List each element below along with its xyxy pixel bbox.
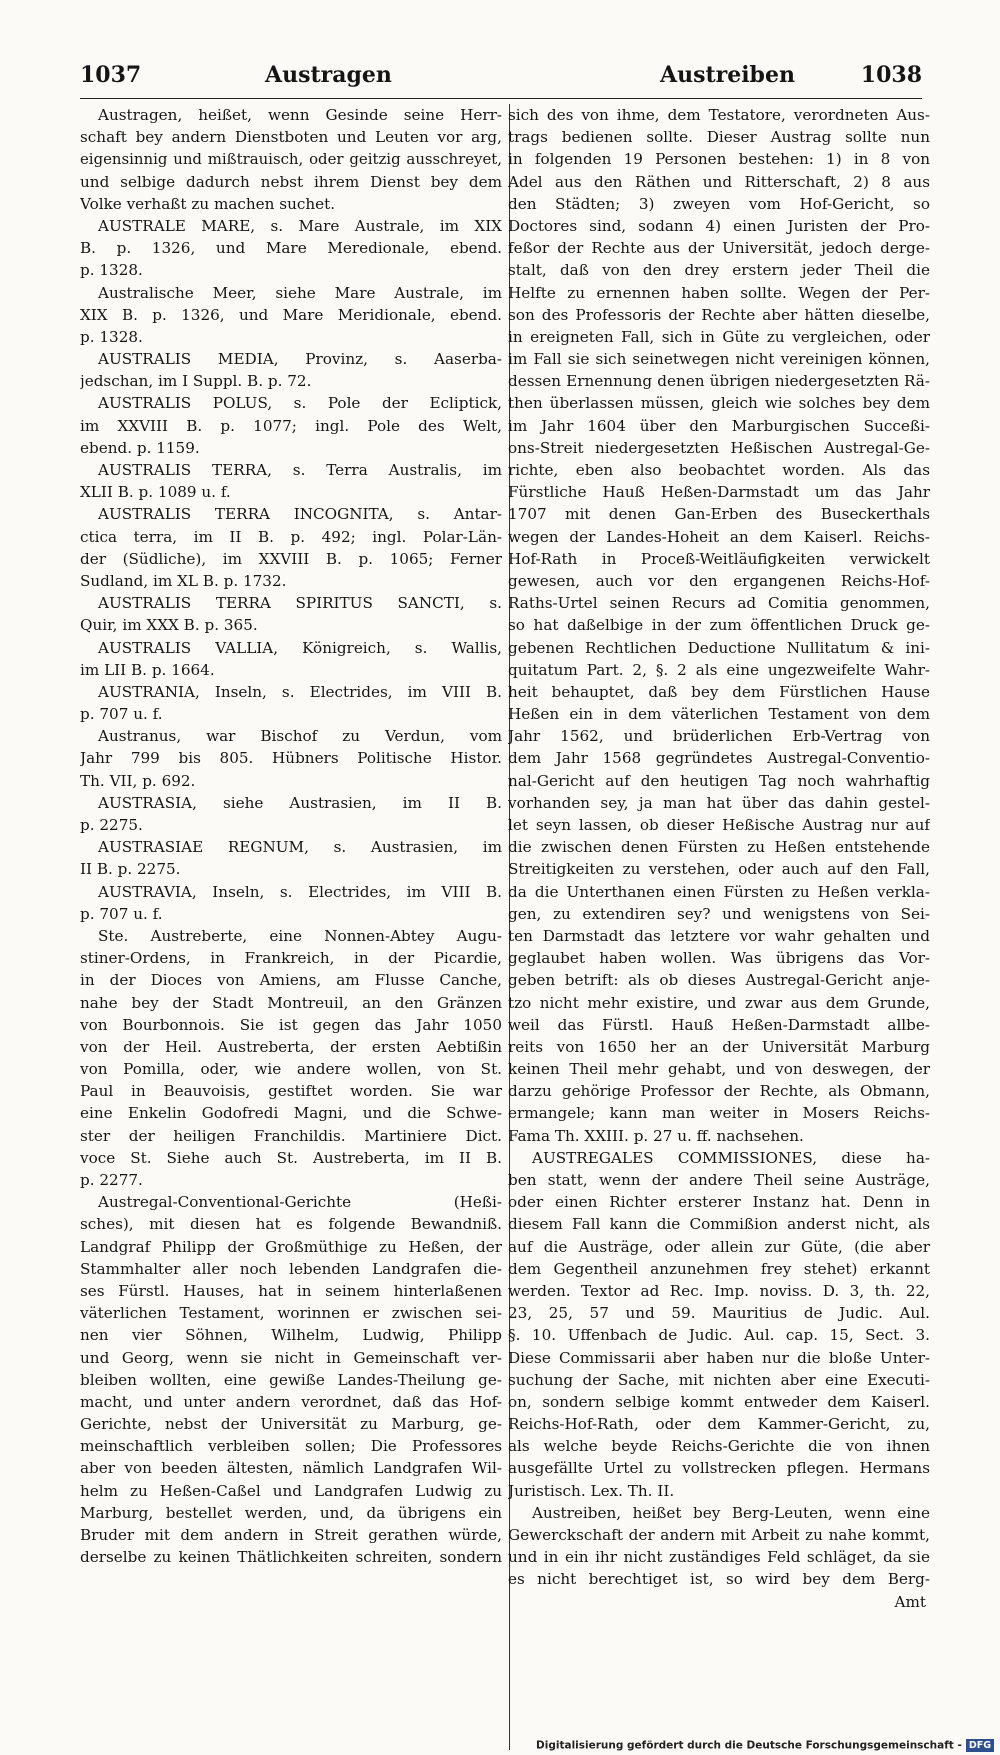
text-line: gebenen Rechtlichen Deductione Nullitatum & ini- bbox=[508, 638, 930, 657]
footer-text: Digitalisierung gefördert durch die Deutsche Forschungsgemeinschaft - bbox=[536, 1739, 962, 1752]
text-line: Volke verhaßt zu machen suchet. bbox=[80, 194, 336, 213]
text-line: let seyn lassen, ob dieser Heßische Austrag nur auf bbox=[508, 816, 930, 834]
text-line: p. 2277. bbox=[80, 1171, 143, 1189]
text-line: derselbe zu keinen Thätlichkeiten schreiten, sondern bbox=[80, 1548, 502, 1567]
text-line: die zwischen denen Fürsten zu Heßen entstehende bbox=[508, 838, 930, 857]
footer-credit bbox=[0, 1739, 1000, 1755]
text-line: väterlichen Testament, worinnen er zwischen sei- bbox=[80, 1304, 502, 1323]
text-line: im Fall sie sich seinetwegen nicht vereinigen können, bbox=[508, 350, 930, 369]
right-page-number: 1038 bbox=[860, 62, 922, 88]
text-line: AUSTRALIS TERRA INCOGNITA, s. Antar- bbox=[98, 505, 502, 524]
text-line: AUSTRALIS VALLIA, Königreich, s. Wallis, bbox=[98, 638, 502, 657]
text-line: trags bedienen sollte. Dieser Austrag sollte nun bbox=[508, 128, 930, 147]
text-line: in ereigneten Fall, sich in Güte zu vergleichen, oder bbox=[508, 327, 930, 346]
text-line: Fama Th. XXIII. p. 27 u. ff. nachsehen. bbox=[508, 1126, 804, 1145]
text-line: ebend. p. 1159. bbox=[80, 438, 200, 457]
text-line: dessen Ernennung denen übrigen niedergesetzten Rä- bbox=[508, 372, 930, 391]
text-line: Bruder mit dem andern in Streit gerathen würde, bbox=[80, 1526, 502, 1544]
text-line: Reichs-Hof-Rath, oder dem Kammer-Gericht, zu, bbox=[508, 1415, 930, 1434]
text-line: keinen Theil mehr gehabt, und von deswegen, der bbox=[508, 1060, 930, 1079]
text-line: so hat daßelbige in der zum öffentlichen Druck ge- bbox=[508, 616, 930, 635]
text-line: geben betrift: als ob dieses Austregal-Gericht anje- bbox=[508, 971, 930, 990]
text-line: nal-Gericht auf den heutigen Tag noch wahrhaftig bbox=[508, 771, 930, 790]
text-line: den Städten; 3) zweyen vom Hof-Gericht, so bbox=[508, 194, 930, 213]
text-line: p. 1328. bbox=[80, 261, 143, 280]
text-line: dem Jahr 1568 gegründetes Austregal-Conventio- bbox=[508, 749, 930, 768]
text-line: AUSTRASIAE REGNUM, s. Austrasien, im bbox=[98, 838, 502, 857]
text-line: darzu gehörige Professor der Rechte, als Obmann, bbox=[508, 1082, 930, 1101]
text-line: reits von 1650 her an der Universität Marburg bbox=[508, 1037, 930, 1056]
text-line: da die Unterthanen einen Fürsten zu Heßen verkla- bbox=[508, 882, 930, 901]
text-line: quitatum Part. 2, §. 2 als eine ungezweifelte Wahr- bbox=[508, 660, 930, 679]
text-line: im XXVIII B. p. 1077; ingl. Pole des Welt, bbox=[80, 416, 502, 435]
text-line: AUSTRALE MARE, s. Mare Australe, im XIX bbox=[98, 216, 502, 235]
text-line: von Bourbonnois. Sie ist gegen das Jahr 1050 bbox=[80, 1015, 502, 1034]
text-line: AUSTRALIS TERRA SPIRITUS SANCTI, s. bbox=[98, 594, 502, 613]
text-line: AUSTRANIA, Inseln, s. Electrides, im VIII B. bbox=[98, 682, 502, 701]
text-line: Austragen, heißet, wenn Gesinde seine Herr- bbox=[98, 106, 502, 124]
text-line: Austregal-Conventional-Gerichte (Heßi- bbox=[98, 1193, 502, 1212]
text-line: AUSTREGALES COMMISSIONES, diese ha- bbox=[532, 1148, 930, 1167]
text-line: nahe bey der Stadt Montreuil, an den Gränzen bbox=[80, 993, 502, 1012]
text-line: bleiben wollten, eine gewiße Landes-Theilung ge- bbox=[80, 1370, 502, 1389]
text-line: und in ein ihr nicht zuständiges Feld schläget, da sie bbox=[508, 1548, 930, 1567]
text-line: Paul in Beauvoisis, gestiftet worden. Sie war bbox=[80, 1082, 502, 1101]
text-line: Fürstliche Hauß Heßen-Darmstadt um das Jahr bbox=[508, 483, 930, 502]
text-line: §. 10. Uffenbach de Judic. Aul. cap. 15, Sect. 3. bbox=[508, 1326, 930, 1345]
text-line: und Georg, wenn sie nicht in Gemeinschaft ver- bbox=[80, 1348, 502, 1367]
text-line: sich des von ihme, dem Testatore, verordneten Aus- bbox=[508, 106, 930, 124]
right-catchword: Austreiben bbox=[660, 62, 795, 88]
text-line: on, sondern selbige kommt entweder dem Kaiserl. bbox=[508, 1392, 930, 1411]
text-line: in folgenden 19 Personen bestehen: 1) in 8 von bbox=[508, 150, 930, 169]
text-line: vorhanden sey, ja man hat über das dahin gestel- bbox=[508, 793, 930, 812]
text-line: Streitigkeiten zu verstehen, oder auch auf den Fall, bbox=[508, 860, 930, 879]
text-line: von Pomilla, oder, wie andere wollen, von St. bbox=[80, 1060, 502, 1079]
text-line: suchung der Sache, mit nichten aber eine Executi- bbox=[508, 1370, 930, 1389]
text-line: Adel aus den Räthen und Ritterschaft, 2) 8 aus bbox=[508, 172, 930, 191]
text-line: Austreiben, heißet bey Berg-Leuten, wenn eine bbox=[532, 1503, 930, 1522]
text-line: XLII B. p. 1089 u. f. bbox=[80, 483, 231, 502]
text-line: son des Professoris der Rechte aber hätten dieselbe, bbox=[508, 305, 930, 324]
text-line: stalt, daß von den drey erstern jeder Theil die bbox=[508, 261, 930, 280]
text-line: werden. Textor ad Rec. Imp. noviss. D. 3, th. 22, bbox=[508, 1281, 930, 1300]
text-line: Australische Meer, siehe Mare Australe, im bbox=[98, 283, 502, 302]
text-line: aber von beeden ältesten, nämlich Landgrafen Wil- bbox=[80, 1459, 502, 1478]
text-line: B. p. 1326, und Mare Meredionale, ebend. bbox=[80, 239, 502, 258]
text-line: AUSTRALIS POLUS, s. Pole der Ecliptick, bbox=[98, 394, 502, 413]
text-line: Helfte zu ernennen haben sollte. Wegen der Per- bbox=[508, 283, 930, 302]
text-line: Quir, im XXX B. p. 365. bbox=[80, 616, 258, 635]
text-line: auf die Austräge, oder allein zur Güte, (die aber bbox=[508, 1237, 930, 1256]
text-line: als welche beyde Reichs-Gerichte die von ihnen bbox=[508, 1437, 930, 1456]
dfg-logo: DFG bbox=[966, 1739, 994, 1752]
header-rule bbox=[80, 98, 922, 99]
text-line: oder einen Richter ersterer Instanz hat. Denn in bbox=[508, 1193, 930, 1212]
text-line: meinschaftlich verbleiben sollen; Die Professores bbox=[80, 1437, 502, 1456]
text-line: geglaubet haben wollen. Was übrigens das Vor- bbox=[508, 949, 930, 968]
text-line: Jahr 1562, und brüderlichen Erb-Vertrag von bbox=[508, 727, 930, 746]
text-line: ons-Streit niedergesetzten Heßischen Austregal-Ge- bbox=[508, 438, 930, 457]
text-line: p. 2275. bbox=[80, 816, 143, 834]
text-line: Diese Commissarii aber haben nur die bloße Unter- bbox=[508, 1348, 930, 1367]
text-line: p. 1328. bbox=[80, 327, 143, 346]
text-line: dem Gegentheil anzunehmen frey stehet) erkannt bbox=[508, 1259, 930, 1278]
text-line: 1707 mit denen Gan-Erben des Buseckerthals bbox=[508, 505, 930, 524]
text-line: ermangele; kann man weiter in Mosers Reichs- bbox=[508, 1104, 930, 1123]
text-line: Juristisch. Lex. Th. II. bbox=[508, 1481, 675, 1500]
text-line: stiner-Ordens, in Frankreich, in der Picardie, bbox=[80, 949, 502, 968]
text-line: gen, zu extendiren sey? und wenigstens von Sei- bbox=[508, 904, 930, 923]
text-line: Th. VII, p. 692. bbox=[80, 771, 196, 790]
text-line: Amt bbox=[894, 1592, 926, 1611]
text-line: helm zu Heßen-Caßel und Landgrafen Ludwig zu bbox=[80, 1481, 502, 1500]
text-line: nen vier Söhnen, Wilhelm, Ludwig, Philipp bbox=[80, 1326, 502, 1345]
text-line: AUSTRALIS MEDIA, Provinz, s. Aaserba- bbox=[98, 350, 502, 369]
text-line: der (Südliche), im XXVIII B. p. 1065; Ferner bbox=[80, 549, 502, 568]
text-line: es nicht berechtiget ist, so wird bey dem Berg- bbox=[508, 1570, 930, 1589]
left-column bbox=[80, 104, 502, 1750]
text-line: p. 707 u. f. bbox=[80, 904, 163, 923]
right-column bbox=[508, 104, 930, 1750]
text-line: Ste. Austreberte, eine Nonnen-Abtey Augu- bbox=[98, 926, 502, 945]
text-line: im Jahr 1604 über den Marburgischen Succeßi- bbox=[508, 416, 930, 435]
text-line: jedschan, im I Suppl. B. p. 72. bbox=[80, 372, 312, 391]
text-line: Austranus, war Bischof zu Verdun, vom bbox=[98, 727, 502, 746]
text-line: AUSTRAVIA, Inseln, s. Electrides, im VIII B. bbox=[98, 882, 502, 901]
text-line: Sudland, im XL B. p. 1732. bbox=[80, 571, 287, 590]
text-line: sches), mit diesen hat es folgende Bewandniß. bbox=[80, 1215, 502, 1234]
text-line: Heßen ein in dem väterlichen Testament von dem bbox=[508, 705, 930, 724]
text-line: Raths-Urtel seinen Recurs ad Comitia genommen, bbox=[508, 594, 930, 613]
text-line: tzo nicht mehr existire, und zwar aus dem Grunde, bbox=[508, 993, 930, 1012]
text-line: diesem Fall kann die Commißion anderst nicht, als bbox=[508, 1215, 930, 1234]
text-line: Marburg, bestellet werden, und, da übrigens ein bbox=[80, 1503, 502, 1522]
text-line: feßor der Rechte aus der Universität, jedoch derge- bbox=[508, 239, 930, 258]
text-line: ben statt, wenn der andere Theil seine Austräge, bbox=[508, 1171, 930, 1189]
text-line: Doctores sind, sodann 4) einen Juristen der Pro- bbox=[508, 216, 930, 235]
text-line: und selbige dadurch nebst ihrem Dienst bey dem bbox=[80, 172, 502, 191]
text-line: Gewerckschaft der andern mit Arbeit zu nahe kommt, bbox=[508, 1526, 930, 1544]
text-line: richte, eben also beobachtet worden. Als das bbox=[508, 461, 930, 479]
text-line: AUSTRASIA, siehe Austrasien, im II B. bbox=[98, 793, 502, 812]
text-line: ster der heiligen Franchildis. Martiniere Dict. bbox=[80, 1126, 502, 1145]
text-line: weil das Fürstl. Hauß Heßen-Darmstadt allbe- bbox=[508, 1015, 930, 1034]
text-line: AUSTRALIS TERRA, s. Terra Australis, im bbox=[98, 461, 502, 479]
text-line: gewesen, auch vor den ergangenen Reichs-Hof- bbox=[508, 571, 930, 590]
text-line: schaft bey andern Dienstboten und Leuten vor arg, bbox=[80, 128, 502, 147]
text-line: II B. p. 2275. bbox=[80, 860, 181, 879]
text-line: im LII B. p. 1664. bbox=[80, 660, 215, 679]
text-line: macht, und unter andern verordnet, daß das Hof- bbox=[80, 1392, 502, 1411]
left-page-number: 1037 bbox=[80, 62, 142, 88]
text-line: Landgraf Philipp der Großmüthige zu Heßen, der bbox=[80, 1237, 502, 1256]
text-line: Jahr 799 bis 805. Hübners Politische Histor. bbox=[80, 749, 502, 768]
text-line: in der Dioces von Amiens, am Flusse Canche, bbox=[80, 971, 502, 990]
text-line: voce St. Siehe auch St. Austreberta, im II B. bbox=[80, 1148, 502, 1167]
text-line: XIX B. p. 1326, und Mare Meridionale, ebend. bbox=[80, 305, 502, 324]
text-line: ctica terra, im II B. p. 492; ingl. Polar-Län- bbox=[80, 527, 502, 546]
text-line: then überlassen müssen, gleich wie solches bey dem bbox=[508, 394, 930, 413]
text-line: heit behauptet, daß bey dem Fürstlichen Hause bbox=[508, 682, 930, 701]
text-line: wegen der Landes-Hoheit an dem Kaiserl. Reichs- bbox=[508, 527, 930, 546]
text-line: ses Fürstl. Hauses, hat in seinem hinterlaßenen bbox=[80, 1281, 502, 1300]
text-line: 23, 25, 57 und 59. Mauritius de Judic. Aul. bbox=[508, 1304, 930, 1323]
left-catchword: Austragen bbox=[265, 62, 392, 88]
text-line: Gerichte, nebst der Universität zu Marburg, ge- bbox=[80, 1415, 502, 1434]
text-line: eine Enkelin Godofredi Magni, und die Schwe- bbox=[80, 1104, 502, 1123]
text-line: Hof-Rath in Proceß-Weitläufigkeiten verwickelt bbox=[508, 549, 930, 568]
text-line: eigensinnig und mißtrauisch, oder geitzig ausschreyet, bbox=[80, 150, 502, 169]
text-line: p. 707 u. f. bbox=[80, 705, 163, 724]
text-line: ausgefällte Urtel zu vollstrecken pflegen. Hermans bbox=[508, 1459, 930, 1478]
text-line: von der Heil. Austreberta, der ersten Aebtißin bbox=[80, 1037, 502, 1056]
text-line: ten Darmstadt das letztere vor wahr gehalten und bbox=[508, 926, 930, 945]
text-line: Stammhalter aller noch lebenden Landgrafen die- bbox=[80, 1259, 502, 1278]
